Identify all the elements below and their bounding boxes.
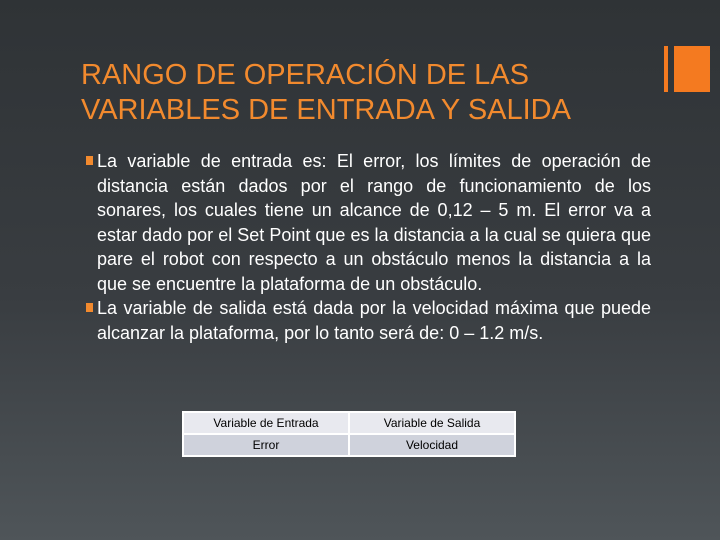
bullet-item-output-variable [86,296,651,345]
bullet-list [86,149,651,345]
table-header-row [183,412,515,434]
accent-bar-thin [664,46,668,92]
table-cell: Velocidad [349,434,515,456]
square-bullet-icon [86,156,93,165]
table-header-cell: Variable de Salida [349,412,515,434]
variables-table [182,411,516,457]
bullet-item-input-variable [86,149,651,296]
slide-title-line-2: VARIABLES DE ENTRADA Y SALIDA [81,94,571,126]
bullet-text: La variable de entrada es: El error, los límites de operación de distancia están dados por el rango de funcionamiento de los sonares, los cuales tiene un alcance de 0,12 – 5 m. El error va a estar dado por el Set Point que es la distancia a la cual se quiera que pare el robot con respecto a un obstáculo menos la distancia a la que se encuentre la plataforma de un obstáculo. [97,151,651,294]
table-cell: Error [183,434,349,456]
table-row [183,434,515,456]
slide-title-line-1: RANGO DE OPERACIÓN DE LAS [81,59,529,91]
slide-title [81,58,651,128]
bullet-text: La variable de salida está dada por la velocidad máxima que puede alcanzar la plataforma, por lo tanto será de: 0 – 1.2 m/s. [97,298,651,343]
accent-bar-thick [674,46,710,92]
square-bullet-icon [86,303,93,312]
table-header-cell: Variable de Entrada [183,412,349,434]
